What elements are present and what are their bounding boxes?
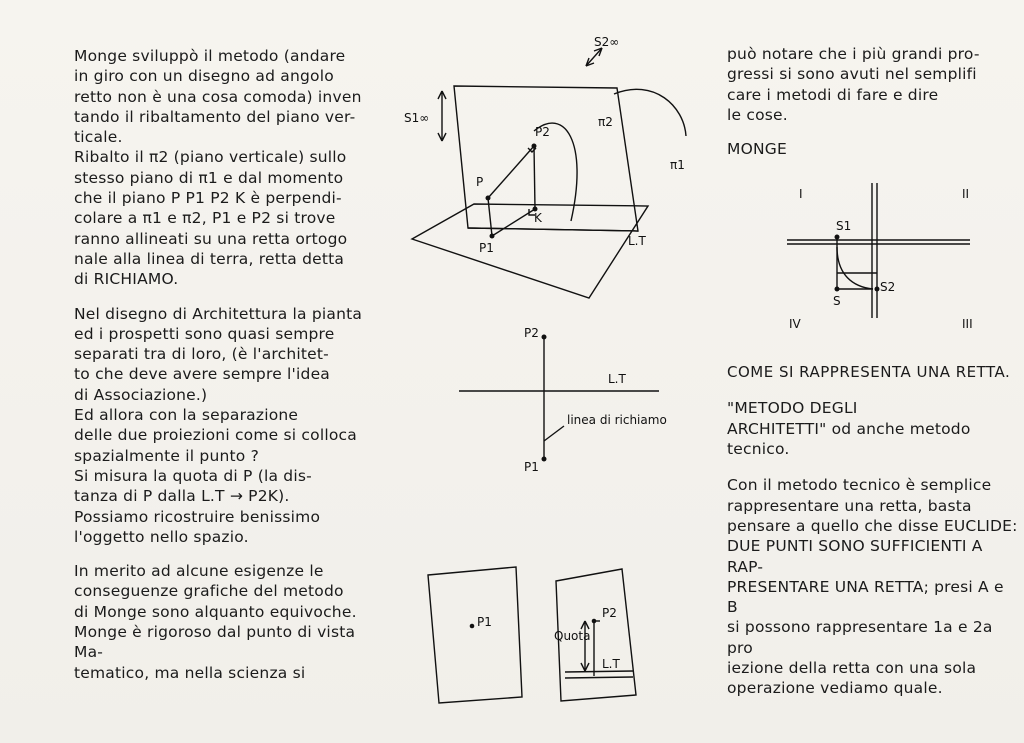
k-label: K [534, 211, 542, 225]
left-text-column [74, 36, 384, 697]
paragraph-monge-method: Monge sviluppò il metodo (andare in giro con un disegno ad angolo retto non è una cosa comoda) inven tando il ribaltamento del piano ver- ticale. Ribalto il π2 (piano verticale) sullo stesso piano di π1 e dal momento che il piano P P1 P2 K è perpendi- colare a π1 e π2, P1 e P2 si trove ranno allineati su una retta ortogo nale alla linea di terra, retta detta di RICHIAMO. [74, 47, 362, 289]
quadrant-i-label: I [799, 187, 803, 202]
s2-infinity-label: S2∞ [594, 35, 620, 49]
p2-label: P2 [535, 125, 550, 139]
p1-label: P1 [479, 241, 494, 255]
s-point-label: S [833, 294, 841, 309]
lt-label-fig2: L.T [608, 372, 626, 386]
paragraph-architecture-drawings: Nel disegno di Architettura la pianta ed i prospetti sono quasi sempre separati tra di loro, (è l'architet- to che deve avere sempre l'idea di Associazione.) Ed allora con la separazione delle due proiezioni come si colloca spazialmente il punto ? Si misura la quota di P (la dis- tanza di P dalla L.T → P2K). Possiamo ricostruire benissimo l'oggetto nello spazio. [74, 304, 363, 546]
quadrant-iv-label: IV [789, 317, 801, 329]
pi2-label: π2 [598, 115, 613, 129]
lt-label-fig3: L.T [602, 657, 620, 671]
figures-column [384, 36, 706, 736]
separated-projections-figure [384, 541, 706, 711]
quadrant-ii-label: II [962, 187, 970, 202]
s1-point-label: S1 [836, 219, 852, 234]
s2-point-label: S2 [880, 280, 896, 295]
pi1-label: π1 [670, 158, 685, 172]
p-label: P [476, 175, 484, 189]
recall-line-label: linea di richiamo [567, 413, 667, 427]
monge-label: MONGE [727, 140, 787, 159]
lt-label: L.T [628, 234, 646, 248]
quadrant-diagram [727, 163, 1019, 328]
recall-line-figure [384, 311, 706, 474]
paragraph-graphic-consequences: In merito ad alcune esigenze le conseguenze grafiche del metodo di Monge sono alquanto equivoche. Monge è rigoroso dal punto di vista Ma- tematico, ma nella scienza si [74, 562, 357, 682]
quadrant-iii-label: III [962, 317, 973, 329]
right-text-column [727, 36, 1019, 713]
p1-label-fig3: P1 [477, 615, 492, 629]
retta-heading: COME SI RAPPRESENTA UNA RETTA. [727, 363, 1011, 382]
p1-label-fig2: P1 [524, 460, 539, 474]
s1-infinity-label: S1∞ [404, 111, 430, 125]
closing-text: Con il metodo tecnico è semplice rappresentare una retta, basta pensare a quello che disse EUCLIDE: DUE PUNTI SONO SUFFICIENTI A RAP- PRESENTARE UNA RETTA; presi A e B si possono rappresentare 1a e 2a pro iezione della retta con una sola operazione vediamo quale. [727, 476, 1018, 698]
p2-label-fig2: P2 [524, 326, 539, 340]
quadrant-diagram-wrapper [727, 163, 1019, 328]
quota-label: Quota [554, 629, 591, 643]
paragraph-intro: può notare che i più grandi pro- gressi si sono avuti nel semplifi care i metodi di fare e dire le cose. [727, 45, 980, 124]
metodo-text: "METODO DEGLI ARCHITETTI" od anche metodo tecnico. [727, 399, 971, 459]
monge-projection-figure [384, 26, 706, 346]
p2-label-fig3: P2 [602, 606, 617, 620]
